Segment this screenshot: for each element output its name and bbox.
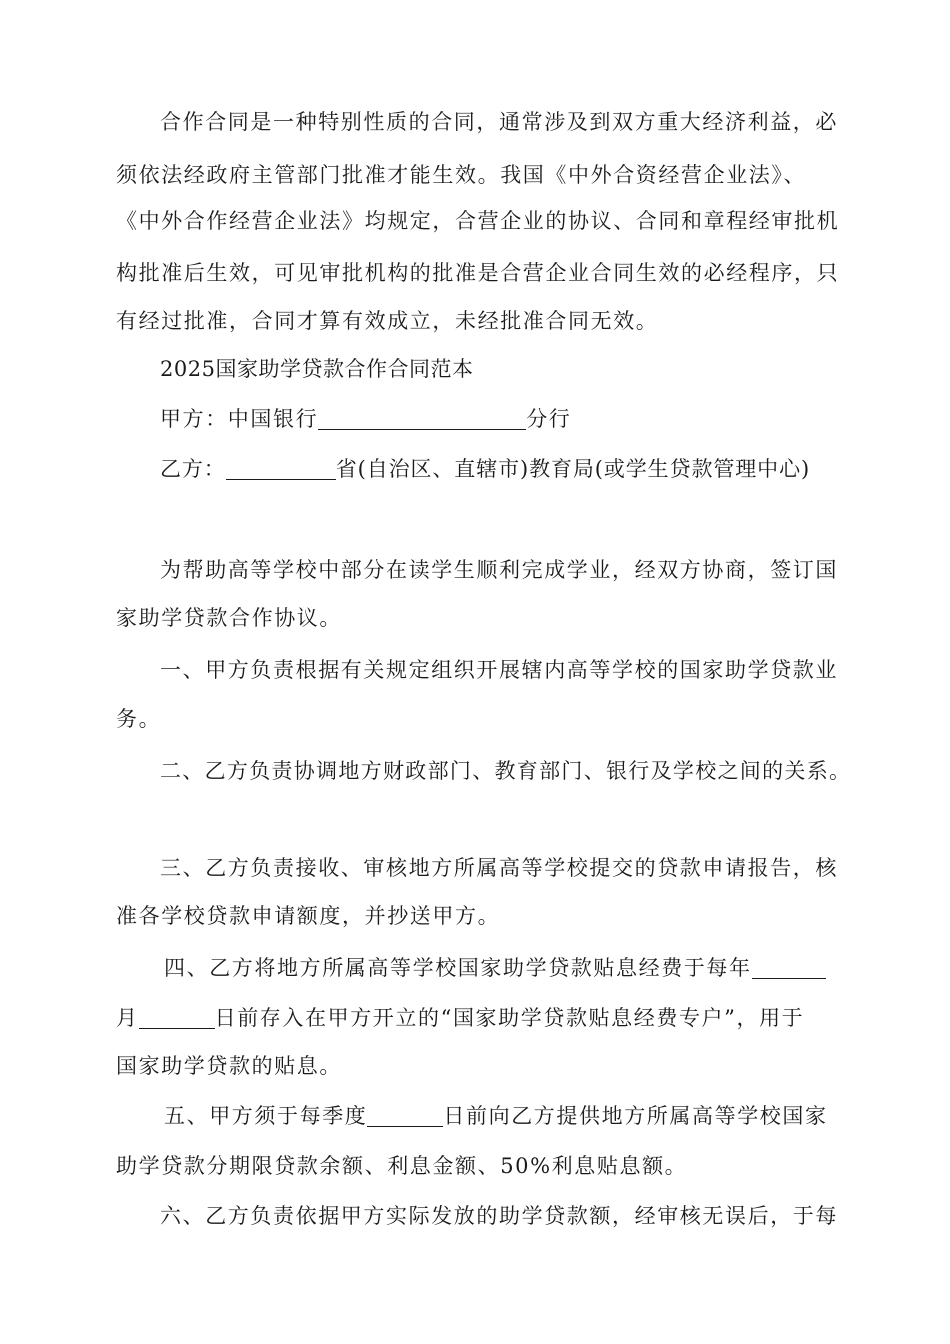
paragraph-line: 《中外合作经营企业法》均规定，合营企业的协议、合同和章程经审批机 [116,209,840,233]
intro-line: 家助学贷款合作协议。 [116,606,342,630]
clause-4-line: 国家助学贷款的贴息。 [116,1054,342,1078]
clause-2-line: 二、乙方负责协调地方财政部门、教育部门、银行及学校之间的关系。 [160,759,852,783]
clause-4-line [164,953,826,983]
clause-1-line: 务。 [116,707,162,731]
intro-line: 为帮助高等学校中部分在读学生顺利完成学业，经双方协商，签订国 [160,558,838,582]
clause-4-blank-month [752,958,826,979]
clause-3-line: 三、乙方负责接收、审核地方所属高等学校提交的贷款申请报告，核 [160,856,838,880]
party-b-line [160,454,810,484]
clause-4-text: 四、乙方将地方所属高等学校国家助学贷款贴息经费于每年 [164,956,752,980]
paragraph-line: 构批准后生效，可见审批机构的批准是合营企业合同生效的必经程序，只 [116,261,840,285]
paragraph-line: 有经过批准，合同才算有效成立，未经批准合同无效。 [116,309,659,333]
clause-4-blank-day [139,1008,215,1029]
party-b-suffix: 省(自治区、直辖市)教育局(或学生贷款管理中心) [335,457,811,481]
party-a-prefix: 甲方：中国银行 [160,407,319,431]
clause-4-text: 日前存入在甲方开立的“国家助学贷款贴息经费专户”，用于 [214,1006,805,1030]
clause-3-line: 准各学校贷款申请额度，并抄送甲方。 [116,904,501,928]
party-a-blank [318,409,526,430]
clause-6-line: 六、乙方负责依据甲方实际发放的助学贷款额，经审核无误后，于每 [160,1204,838,1228]
party-b-prefix: 乙方： [160,457,226,481]
document-title: 2025国家助学贷款合作合同范本 [160,357,474,381]
party-a-suffix: 分行 [526,407,572,431]
clause-4-month-label: 月 [116,1006,139,1030]
party-a-line [160,404,571,434]
clause-5-text: 日前向乙方提供地方所属高等学校国家 [443,1104,828,1128]
clause-5-text: 五、甲方须于每季度 [164,1104,368,1128]
clause-4-line [116,1003,804,1033]
party-b-blank [226,459,336,480]
clause-1-line: 一、甲方负责根据有关规定组织开展辖内高等学校的国家助学贷款业 [160,658,838,682]
clause-5-line [164,1101,828,1131]
paragraph-line: 合作合同是一种特别性质的合同，通常涉及到双方重大经济利益，必 [160,110,838,134]
paragraph-line: 须依法经政府主管部门批准才能生效。我国《中外合资经营企业法》、 [116,163,807,187]
clause-5-blank-day [367,1106,443,1127]
clause-5-line: 助学贷款分期限贷款余额、利息金额、50%利息贴息额。 [116,1154,688,1178]
